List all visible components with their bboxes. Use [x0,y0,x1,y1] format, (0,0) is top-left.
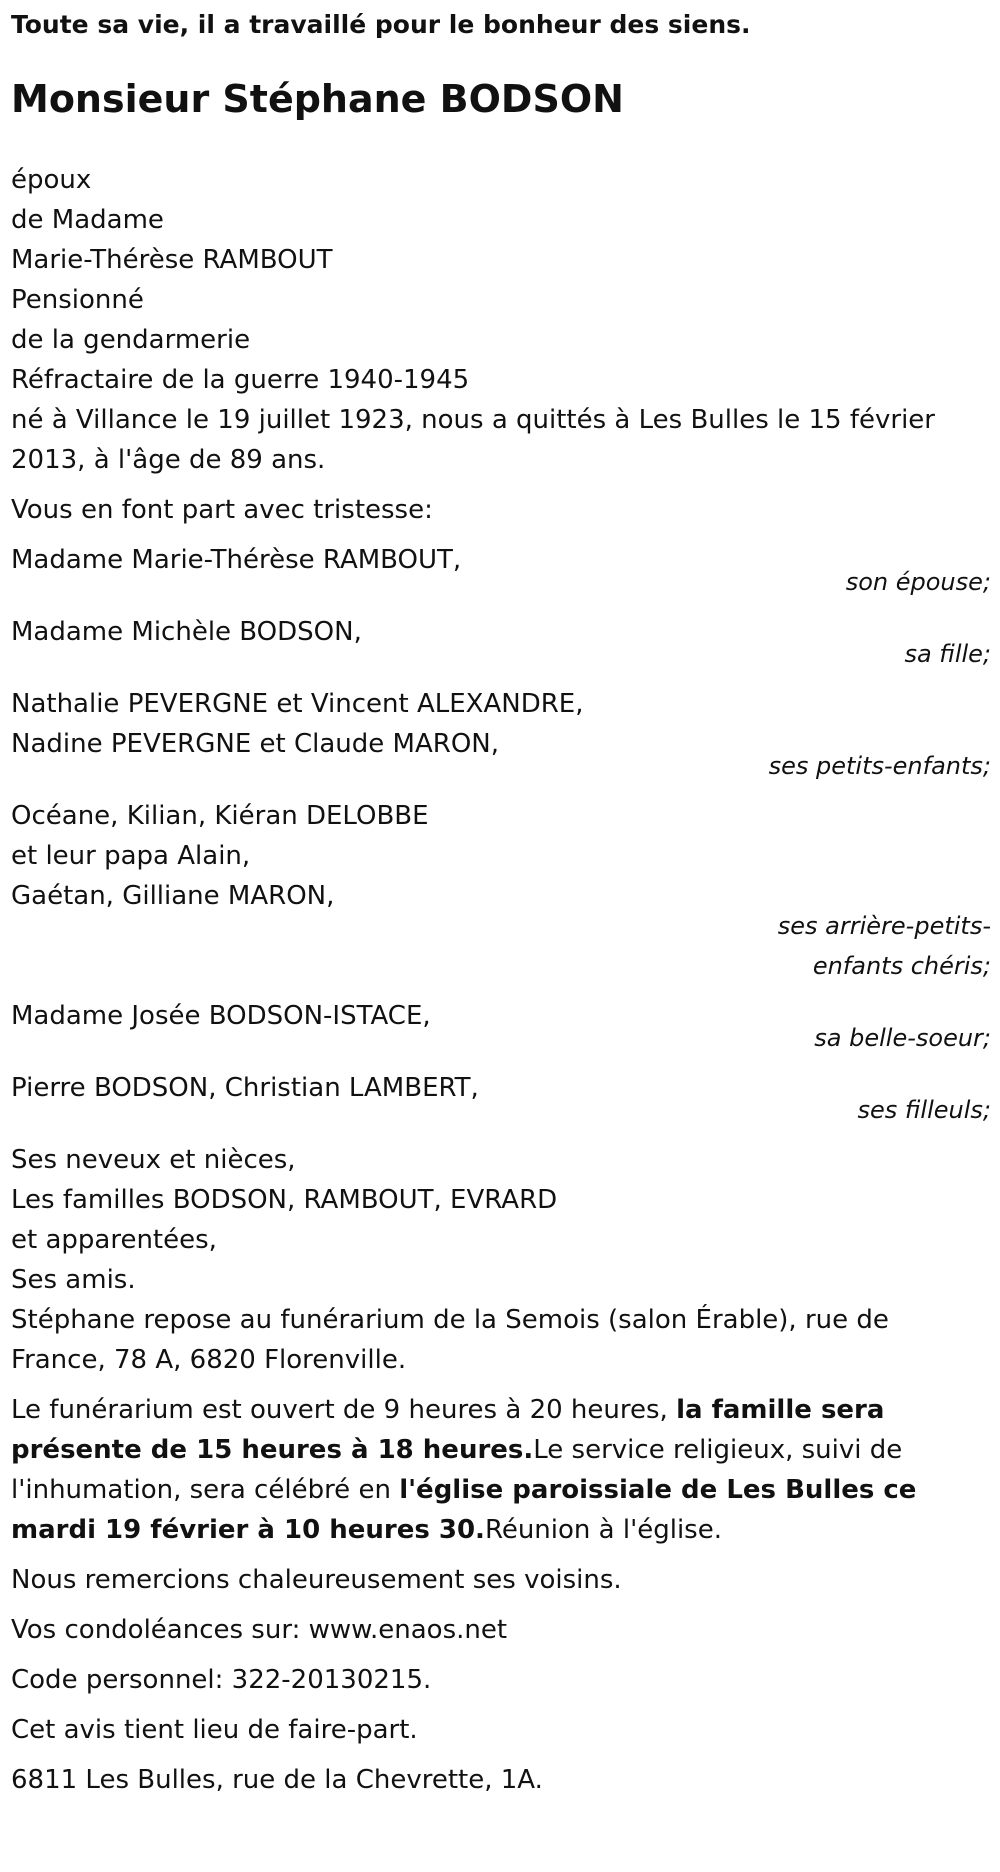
tagline: Toute sa vie, il a travaillé pour le bonheur des siens. [11,10,751,39]
family-role-line: sa fille; [904,640,991,668]
family-name-line: Madame Marie-Thérèse RAMBOUT, [11,545,462,575]
others-line: Les familles BODSON, RAMBOUT, EVRARD [11,1185,558,1215]
notice-text: Cet avis tient lieu de faire-part. [11,1715,418,1745]
family-role-line: enfants chéris; [812,952,991,980]
title-line: de Madame [11,205,164,235]
family-role [11,906,991,986]
others-line: et apparentées, [11,1225,217,1255]
family-name-line: Océane, Kilian, Kiéran DELOBBE [11,801,429,831]
rest-place-text: Stéphane repose au funérarium de la Semois (salon Érable), rue de France, 78 A, 6820 Florenville. [11,1305,889,1375]
family-role-line: sa belle-soeur; [814,1024,991,1052]
deceased-name: Monsieur Stéphane BODSON [11,77,624,121]
birth-death-text: né à Villance le 19 juillet 1923, nous a quittés à Les Bulles le 15 février 2013, à l'âge de 89 ans. [11,405,935,475]
funeral-text: Le funérarium est ouvert de 9 heures à 20 heures, [11,1395,677,1425]
family-role-line: son épouse; [845,568,991,596]
funeral-details [11,1390,991,1550]
others-line: Ses amis. [11,1265,136,1295]
others-block [11,1140,1000,1300]
title-line: de la gendarmerie [11,325,251,355]
family-entry-grandchildren [11,684,991,786]
others-line: Ses neveux et nièces, [11,1145,296,1175]
family-entry-spouse [11,540,991,602]
announce-intro: Vous en font part avec tristesse: [11,495,433,525]
family-name-line: Pierre BODSON, Christian LAMBERT, [11,1073,479,1103]
family-presence-text: la famille sera présente de 15 heures à 18 heures. [11,1395,885,1465]
family-role-line: ses petits-enfants; [768,752,991,780]
family-name-line: Madame Michèle BODSON, [11,617,362,647]
family-entry-sister-in-law [11,996,991,1058]
thanks-text: Nous remercions chaleureusement ses voisins. [11,1565,622,1595]
family-name-line: Nathalie PEVERGNE et Vincent ALEXANDRE, [11,689,584,719]
home-address: 6811 Les Bulles, rue de la Chevrette, 1A. [11,1765,543,1795]
family-entry-daughter [11,612,991,674]
family-name-line: Madame Josée BODSON-ISTACE, [11,1001,431,1031]
family-entry-great-grandchildren [11,796,991,986]
title-line: Réfractaire de la guerre 1940-1945 [11,365,470,395]
family-name-line: Gaétan, Gilliane MARON, [11,881,335,911]
family-role-line: ses filleuls; [857,1096,991,1124]
service-location-text: l'église paroissiale de Les Bulles ce mardi 19 février à 10 heures 30. [11,1475,917,1545]
funeral-text: Réunion à l'église. [484,1515,722,1545]
titles-block [11,160,1000,400]
family-entry-godchildren [11,1068,991,1130]
family-name-line: et leur papa Alain, [11,841,251,871]
condolences-text: Vos condoléances sur: www.enaos.net [11,1615,508,1645]
family-name-line: Nadine PEVERGNE et Claude MARON, [11,729,499,759]
title-line: Marie-Thérèse RAMBOUT [11,245,333,275]
title-line: Pensionné [11,285,144,315]
title-line: époux [11,165,92,195]
personal-code: Code personnel: 322-20130215. [11,1665,432,1695]
funeral-text: Le service religieux, suivi de l'inhumation, sera célébré en [11,1435,903,1505]
family-role-line: ses arrière-petits- [777,912,991,940]
